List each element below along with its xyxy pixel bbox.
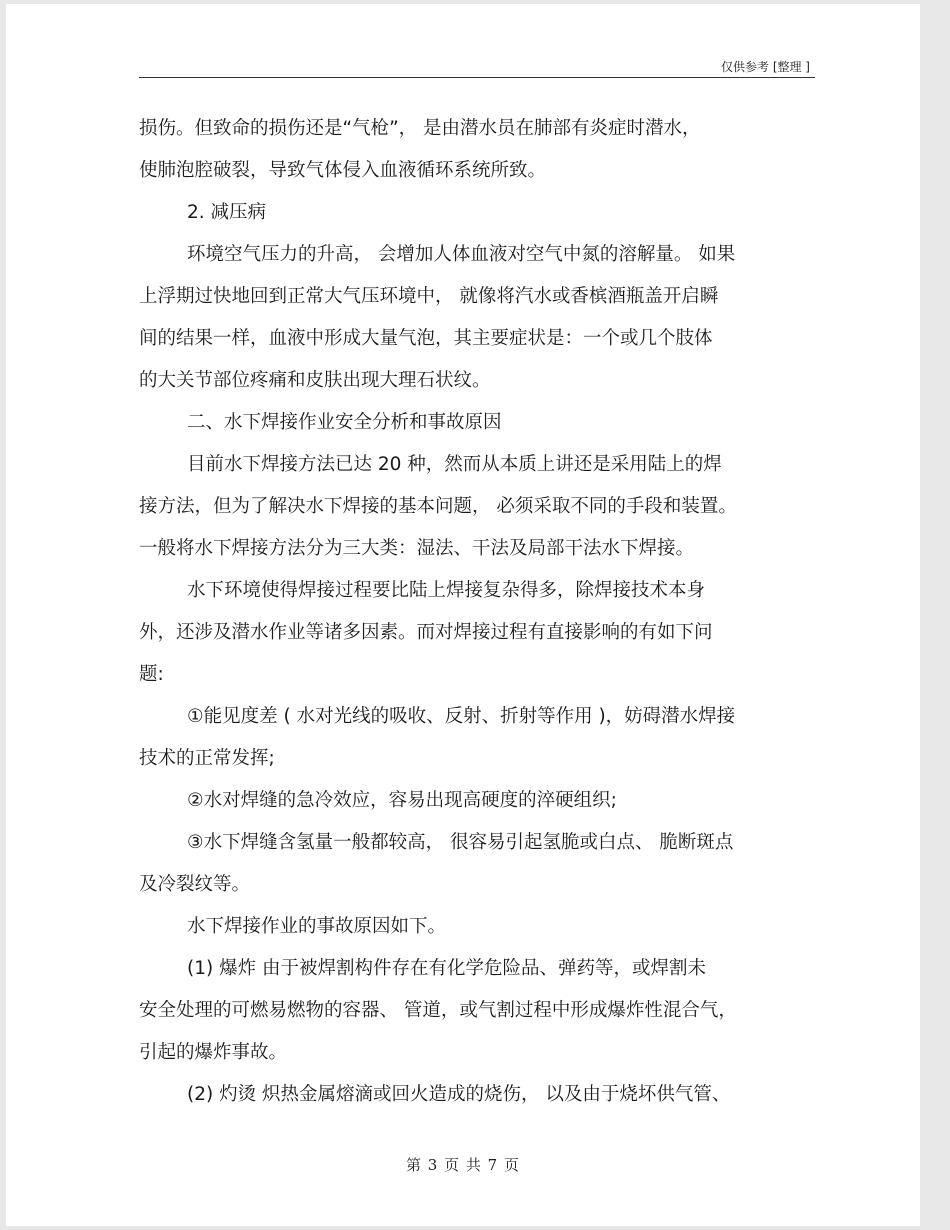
header-note: 仅供参考 [整理 ] xyxy=(721,60,810,74)
text-line: 2. 减压病 xyxy=(187,202,267,223)
text-line: 环境空气压力的升高， 会增加人体血液对空气中氮的溶解量。 如果 xyxy=(187,244,736,265)
text-line: 及冷裂纹等。 xyxy=(139,874,251,895)
text-line: 水下环境使得焊接过程要比陆上焊接复杂得多，除焊接技术本身 xyxy=(187,580,706,601)
text-line: 的大关节部位疼痛和皮肤出现大理石状纹。 xyxy=(139,370,491,391)
text-line: (2) 灼烫 炽热金属熔滴或回火造成的烧伤， 以及由于烧坏供气管、 xyxy=(187,1084,731,1105)
text-line: 目前水下焊接方法已达 20 种，然而从本质上讲还是采用陆上的焊 xyxy=(187,454,722,475)
body-text xyxy=(139,108,819,1116)
text-line: ①能见度差 ( 水对光线的吸收、反射、折射等作用 )，妨碍潜水焊接 xyxy=(187,706,736,727)
text-line: 接方法，但为了解决水下焊接的基本问题， 必须采取不同的手段和装置。 xyxy=(139,496,737,517)
text-line: 题: xyxy=(139,664,164,685)
text-line: 上浮期过快地回到正常大气压环境中， 就像将汽水或香槟酒瓶盖开启瞬 xyxy=(139,286,719,307)
text-line: 外，还涉及潜水作业等诸多因素。而对焊接过程有直接影响的有如下问 xyxy=(139,622,713,643)
page-footer: 第 3 页 共 7 页 xyxy=(406,1156,520,1174)
text-line: 二、水下焊接作业安全分析和事故原因 xyxy=(187,412,502,433)
text-line: 水下焊接作业的事故原因如下。 xyxy=(187,916,447,937)
text-line: ③水下焊缝含氢量一般都较高， 很容易引起氢脆或白点、 脆断斑点 xyxy=(187,832,734,853)
text-line: 安全处理的可燃易燃物的容器、 管道，或气割过程中形成爆炸性混合气， xyxy=(139,1000,737,1021)
text-line: 技术的正常发挥; xyxy=(139,748,275,769)
text-line: 引起的爆炸事故。 xyxy=(139,1042,288,1063)
text-line: ②水对焊缝的急冷效应，容易出现高硬度的淬硬组织; xyxy=(187,790,617,811)
text-line: 损伤。但致命的损伤还是“气枪”， 是由潜水员在肺部有炎症时潜水， xyxy=(139,118,701,139)
text-line: 一般将水下焊接方法分为三大类：湿法、干法及局部干法水下焊接。 xyxy=(139,538,695,559)
text-line: 使肺泡腔破裂，导致气体侵入血液循环系统所致。 xyxy=(139,160,547,181)
document-page xyxy=(6,4,920,1226)
header-divider xyxy=(139,77,815,78)
text-line: 间的结果一样，血液中形成大量气泡，其主要症状是：一个或几个肢体 xyxy=(139,328,713,349)
text-line: (1) 爆炸 由于被焊割构件存在有化学危险品、弹药等，或焊割未 xyxy=(187,958,706,979)
